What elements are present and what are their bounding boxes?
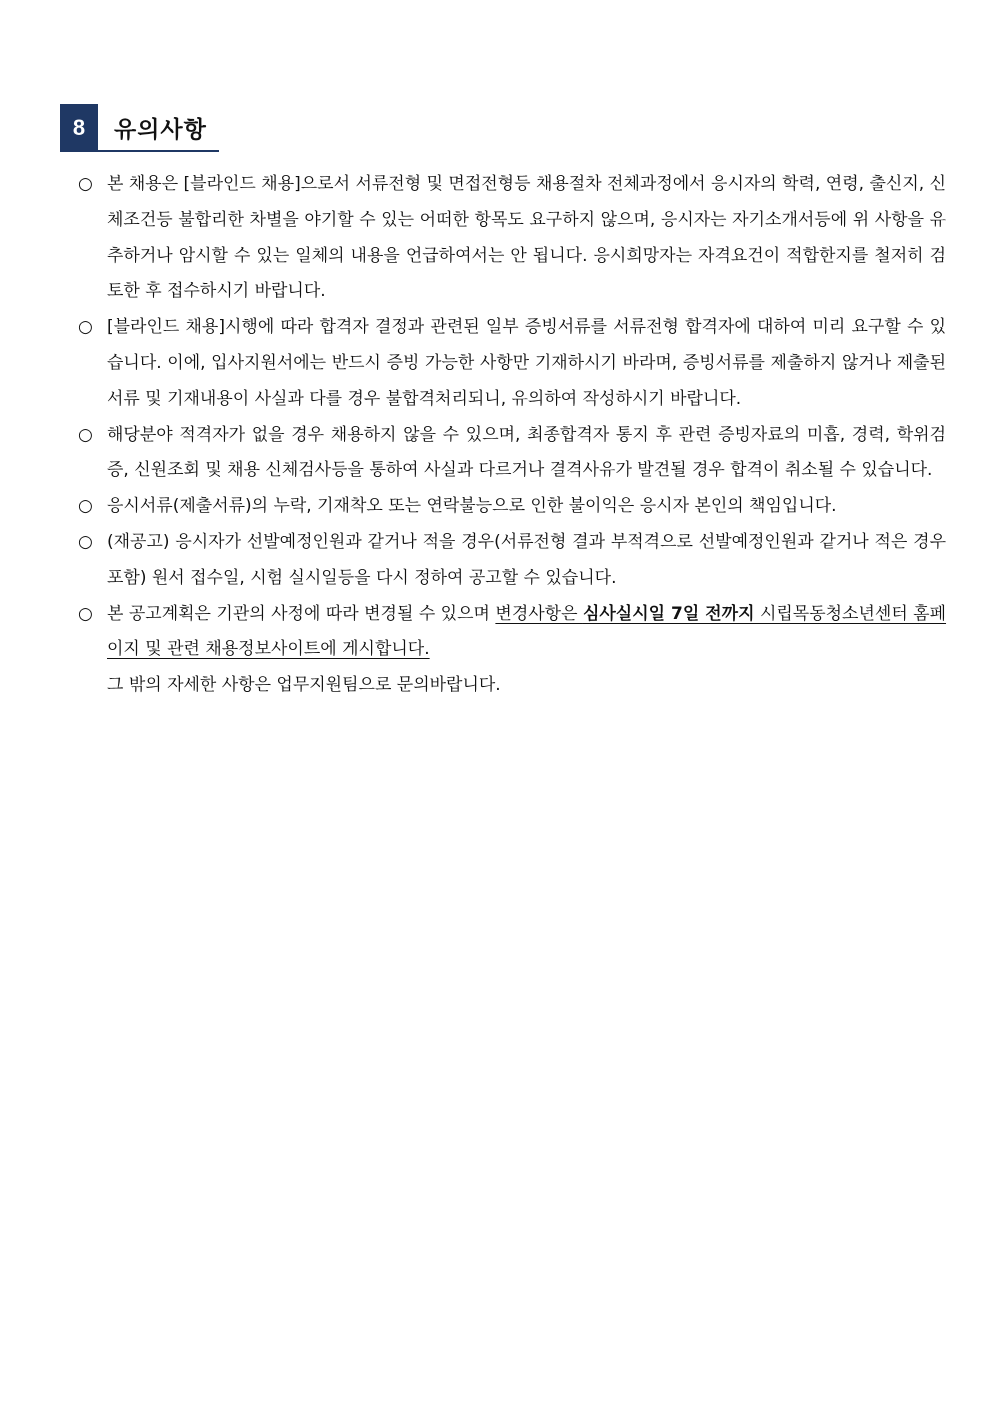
deadline-emphasis: 심사실시일 7일 전까지 [582,603,755,624]
note-item [78,489,946,525]
note-text: 본 채용은 [블라인드 채용]으로서 서류전형 및 면접전형등 채용절차 전체과정에서 응시자의 학력, 연령, 출신지, 신체조건등 불합리한 차별을 야기할 수 있는 어떠한 항목도 요구하지 않으며, 응시자는 자기소개서등에 위 사항을 유추하거나 암시할 수 있는 일체의 내용을 언급하여서는 안 됩니다. 응시희망자는 자격요건이 적합한지를 철저히 검토한 후 접수하시기 바랍니다. [107,174,946,302]
circle-bullet-icon: ○ [78,424,93,445]
note-text: 응시서류(제출서류)의 누락, 기재착오 또는 연락불능으로 인한 불이익은 응시자 본인의 책임입니다. [107,496,837,517]
note-item [78,167,946,310]
note-text: 해당분야 적격자가 없을 경우 채용하지 않을 수 있으며, 최종합격자 통지 후 관련 증빙자료의 미흡, 경력, 학위검증, 신원조회 및 채용 신체검사등을 통하여 사실과 다르거나 결격사유가 발견될 경우 합격이 취소될 수 있습니다. [107,424,946,481]
note-item-announcement-change [78,597,946,669]
circle-bullet-icon: ○ [78,496,93,517]
closing-line: 그 밖의 자세한 사항은 업무지원팀으로 문의바랍니다. [107,675,501,696]
circle-bullet-icon: ○ [78,317,93,338]
note-item [78,525,946,597]
circle-bullet-icon: ○ [78,603,93,624]
note-text-lead: 본 공고계획은 기관의 사정에 따라 변경될 수 있으며 [107,603,496,624]
note-item [78,418,946,490]
underline-end-text: 시립목동청소년센터 홈페이지 및 관련 채용정보사이트에 게시합니다. [107,603,947,660]
circle-bullet-icon: ○ [78,531,93,552]
section-header [60,104,219,152]
underline-start-text: 변경사항은 [495,603,583,624]
notes-list [78,167,946,704]
note-text: [블라인드 채용]시행에 따라 합격자 결정과 관련된 일부 증빙서류를 서류전형 합격자에 대하여 미리 요구할 수 있습니다. 이에, 입사지원서에는 반드시 증빙 가능한 사항만 기재하시기 바라며, 증빙서류를 제출하지 않거나 제출된 서류 및 기재내용이 사실과 다를 경우 불합격처리되니, 유의하여 작성하시기 바랍니다. [107,317,946,409]
section-title: 유의사항 [98,104,219,152]
circle-bullet-icon: ○ [78,174,93,194]
note-item [78,310,946,417]
note-text: (재공고) 응시자가 선발예정인원과 같거나 적을 경우(서류전형 결과 부적격으로 선발예정인원과 같거나 적은 경우 포함) 원서 접수일, 시험 실시일등을 다시 정하여 공고할 수 있습니다. [107,531,946,588]
section-number: 8 [60,104,98,152]
